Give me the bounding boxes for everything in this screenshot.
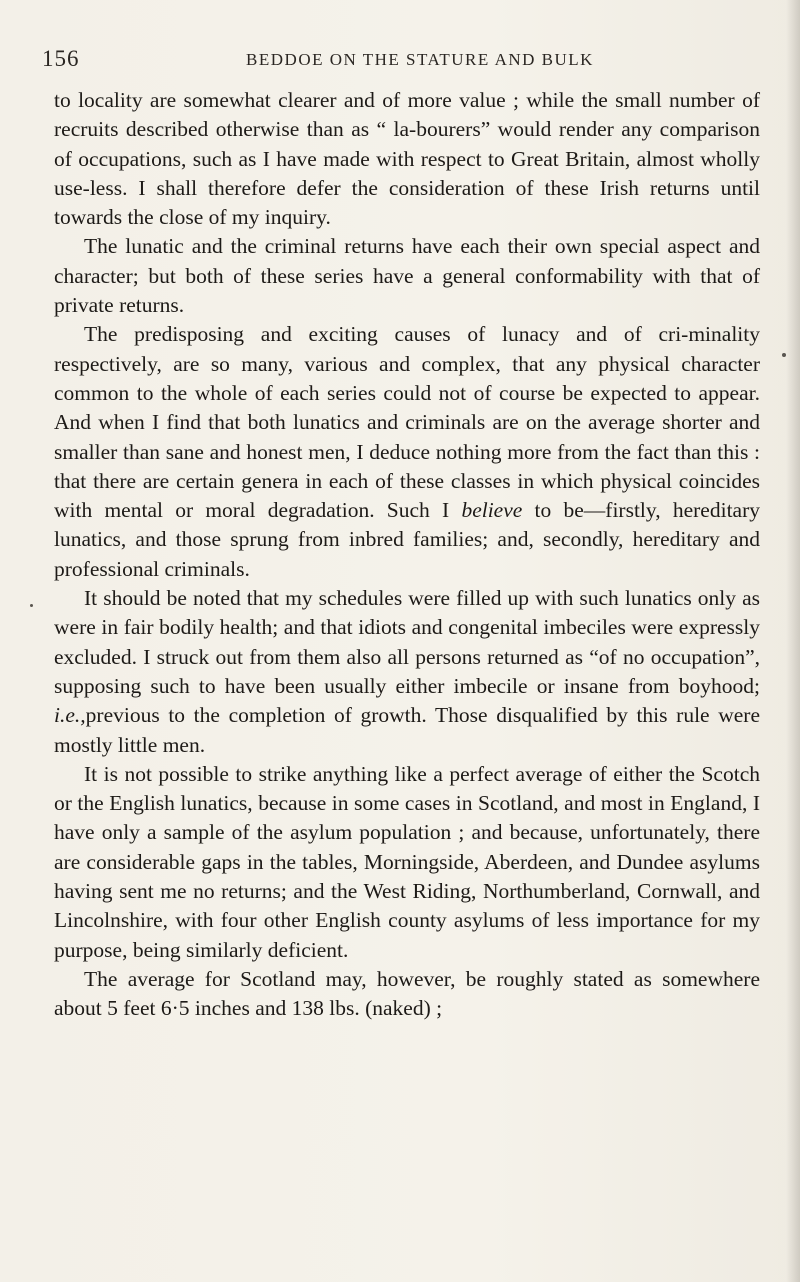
page-number: 156 [42, 46, 80, 71]
paragraph-text: It should be noted that my schedules were filled up with such lunatics only as were in fair bodily health; and that idiots and congenital imbeciles were expressly excluded. I struck out from them also all persons returned as “of no occupation”, supposing such to have been usually either imbecile or insane from boyhood; [54, 586, 760, 698]
paragraph [54, 584, 760, 760]
page-edge-shadow [786, 0, 800, 1282]
paragraph [54, 320, 760, 584]
paragraph-text: It is not possible to strike anything like a perfect average of either the Scotch or the English lunatics, because in some cases in Scotland, and most in England, I have only a sample of the asylum population ; and because, unfortunately, there are considerable gaps in the tables, Morningside, Aberdeen, and Dundee asylums having sent me no returns; and the West Riding, Northumberland, Cornwall, and Lincolnshire, with four other English county asylums of less importance for my purpose, being similarly deficient. [54, 761, 760, 962]
paragraph-text: previous to the completion of growth. Those disqualified by this rule were mostly little men. [54, 703, 760, 757]
paragraph [54, 760, 760, 965]
page-header [0, 46, 800, 86]
paragraph-text: to be—firstly, hereditary lunatics, and those sprung from inbred families; and, secondly, hereditary and professional criminals. [54, 498, 761, 581]
margin-speck [782, 353, 786, 357]
running-head: BEDDOE ON THE STATURE AND BULK [246, 50, 594, 69]
paragraph [54, 965, 760, 1024]
margin-speck [30, 604, 33, 607]
emphasis-ie: i.e., [54, 703, 86, 728]
paragraph-text: The predisposing and exciting causes of lunacy and of cri-minality respectively, are so many, various and complex, that any physical character common to the whole of each series could not of course be expected to appear. And when I find that both lunatics and criminals are on the average shorter and smaller than sane and honest men, I deduce nothing more from the fact than this : that there are certain genera in each of these classes in which physical coincides with mental or moral degradation. Such I [54, 322, 760, 523]
body-text [54, 86, 760, 1024]
paragraph-text: The average for Scotland may, however, be roughly stated as somewhere about 5 feet 6·5 inches and 138 lbs. (naked) ; [54, 966, 760, 1021]
paragraph-text: to locality are somewhat clearer and of more value ; while the small number of recruits described otherwise than as “ la-bourers” would render any comparison of occupations, such as I have made with respect to Great Britain, almost wholly use-less. I shall therefore defer the consideration of these Irish returns until towards the close of my inquiry. [54, 88, 760, 230]
paragraph [54, 86, 760, 232]
paragraph-text: The lunatic and the criminal returns have each their own special aspect and character; but both of these series have a general conformability with that of private returns. [54, 234, 760, 318]
emphasis-believe: believe [461, 498, 523, 523]
paragraph [54, 232, 760, 320]
